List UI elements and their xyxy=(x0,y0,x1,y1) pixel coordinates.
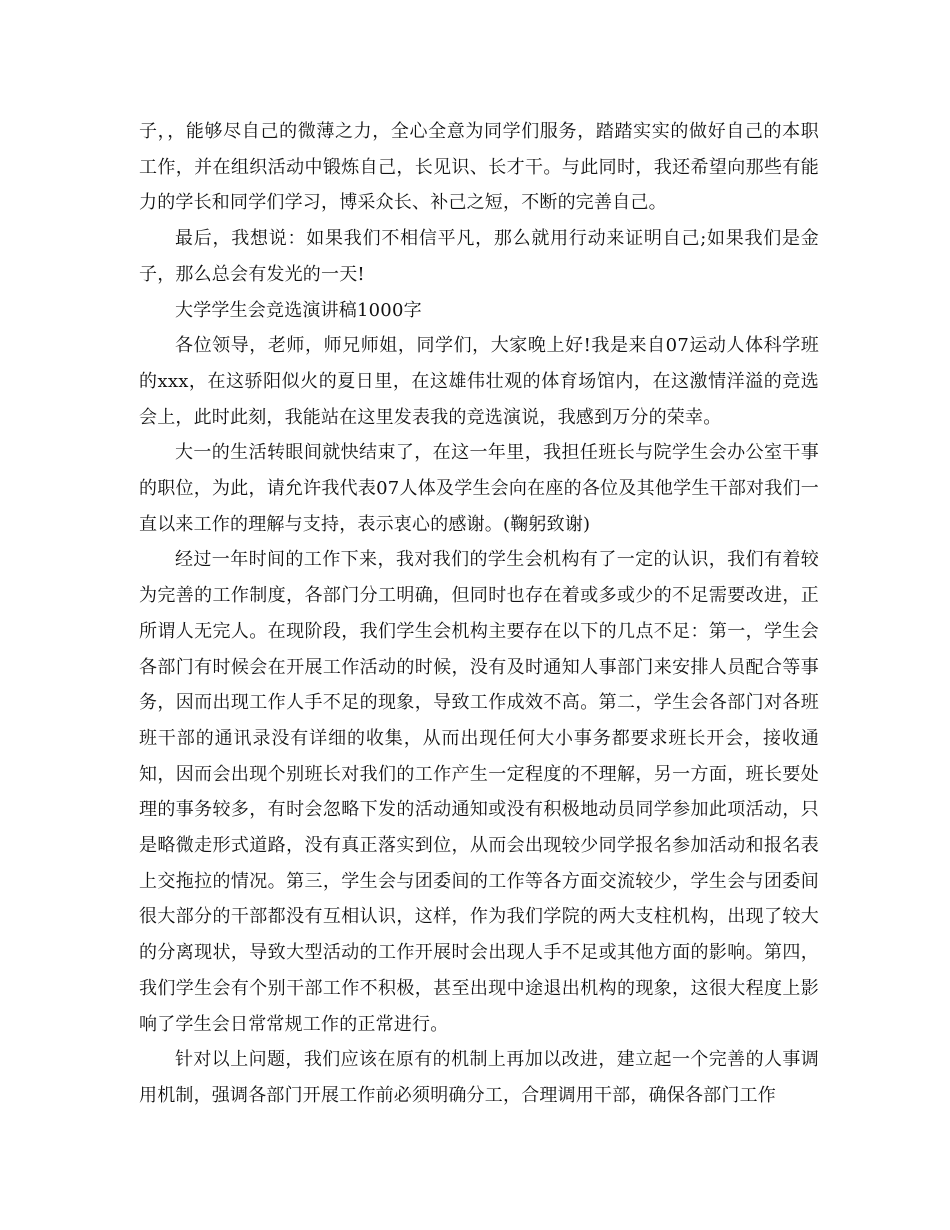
paragraph-conclusion: 最后，我想说：如果我们不相信平凡，那么就用行动来证明自己;如果我们是金子，那么总会有发光的一天! xyxy=(139,228,819,285)
document-body xyxy=(139,114,819,1114)
paragraph-thanks: 大一的生活转眼间就快结束了，在这一年里，我担任班长与院学生会办公室干事的职位，为此，请允许我代表07人体及学生会向在座的各位及其他学生干部对我们一直以来工作的理解与支持，表示衷心的感谢。(鞠躬致谢) xyxy=(139,442,819,535)
section-heading: 大学学生会竞选演讲稿1000字 xyxy=(175,299,422,321)
paragraph-shortcomings: 经过一年时间的工作下来，我对我们的学生会机构有了一定的认识，我们有着较为完善的工作制度，各部门分工明确，但同时也存在着或多或少的不足需要改进，正所谓人无完人。在现阶段，我们学生会机构主要存在以下的几点不足：第一，学生会各部门有时候会在开展工作活动的时候，没有及时通知人事部门来安排人员配合等事务，因而出现工作人手不足的现象，导致工作成效不高。第二，学生会各部门对各班班干部的通讯录没有详细的收集，从而出现任何大小事务都要求班长开会，接收通知，因而会出现个别班长对我们的工作产生一定程度的不理解，另一方面，班长要处理的事务较多，有时会忽略下发的活动通知或没有积极地动员同学参加此项活动，只是略微走形式道路，没有真正落实到位，从而会出现较少同学报名参加活动和报名表上交拖拉的情况。第三，学生会与团委间的工作等各方面交流较少，学生会与团委间很大部分的干部都没有互相认识，这样，作为我们学院的两大支柱机构，出现了较大的分离现状，导致大型活动的工作开展时会出现人手不足或其他方面的影响。第四，我们学生会有个别干部工作不积极，甚至出现中途退出机构的现象，这很大程度上影响了学生会日常常规工作的正常进行。 xyxy=(139,549,819,1035)
paragraph-greeting: 各位领导，老师，师兄师姐，同学们，大家晚上好!我是来自07运动人体科学班的xxx，在这骄阳似火的夏日里，在这雄伟壮观的体育场馆内，在这激情洋溢的竞选会上，此时此刻，我能站在这里发表我的竞选演说，我感到万分的荣幸。 xyxy=(139,335,819,428)
paragraph-improvements: 针对以上问题，我们应该在原有的机制上再加以改进，建立起一个完善的人事调用机制，强调各部门开展工作前必须明确分工，合理调用干部，确保各部门工作 xyxy=(139,1049,819,1106)
paragraph-continuation: 子，，能够尽自己的微薄之力，全心全意为同学们服务，踏踏实实的做好自己的本职工作，并在组织活动中锻炼自己，长见识、长才干。与此同时，我还希望向那些有能力的学长和同学们学习，博采众长、补己之短，不断的完善自己。 xyxy=(139,121,819,214)
